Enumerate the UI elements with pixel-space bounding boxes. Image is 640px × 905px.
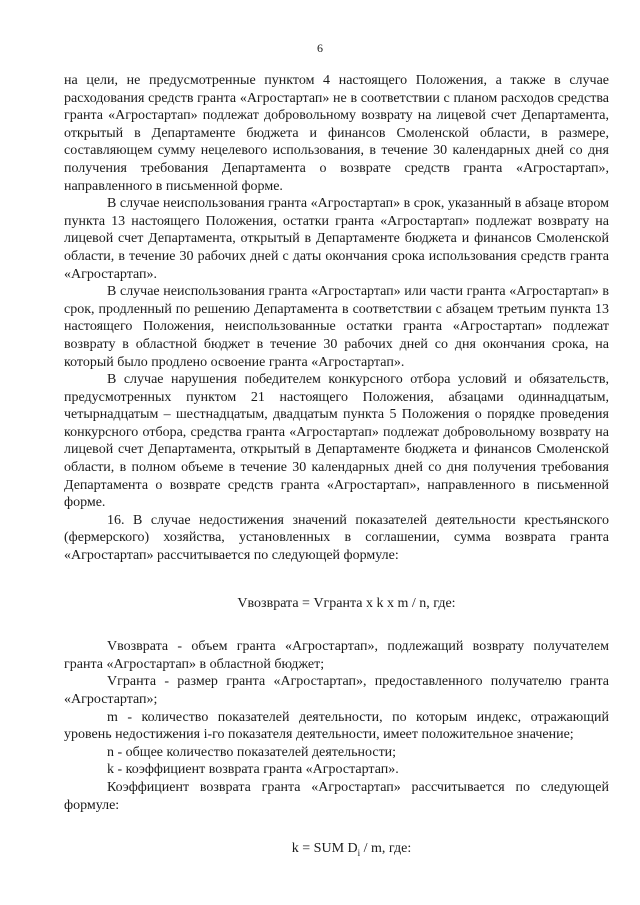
paragraph-unused-grant: В случае неиспользования гранта «Агростартап» в срок, указанный в абзаце втором пункта 13 настоящего Положения, остатки гранта «Агростартап» подлежат возврату на лицевой счет Департамента, открытый в Департаменте бюджета и финансов Смоленской области, в течение 30 рабочих дней с даты окончания срока использования средств гранта «Агростартап». <box>64 196 609 282</box>
formula-coefficient-lead: k = SUM D <box>291 841 358 857</box>
definition-n: n - общее количество показателей деятельности; <box>107 744 397 760</box>
formula-coefficient-subscript: i <box>357 847 361 858</box>
page-number: 6 <box>317 41 323 55</box>
paragraph-misuse-return: на цели, не предусмотренные пунктом 4 настоящего Положения, а также в случае расходования средств гранта «Агростартап» не в соответствии с планом расходов средства гранта «Агростартап» подлежат добровольному возврату на лицевой счет Департамента, открытый в Департаменте бюджета и финансов Смоленской области, в размере, составляющем сумму нецелевого использования, в течение 30 календарных дней со дня получения требования Департамента о возврате средств гранта «Агростартап», направленного в письменной форме. <box>64 73 609 194</box>
definition-v-grant: Vгранта - размер гранта «Агростартап», предоставленного получателю гранта «Агростартап»; <box>64 674 609 707</box>
paragraph-extended-term: В случае неиспользования гранта «Агростартап» или части гранта «Агростартап» в срок, продленный по решению Департамента в соответствии с абзацем третьим пункта 13 настоящего Положения, неиспользованные остатки гранта «Агростартап» подлежат возврату в областной бюджет в течение 30 рабочих дней со дня окончания срока, на который было продлено освоение гранта «Агростартап». <box>64 284 609 370</box>
formula-coefficient <box>64 840 609 862</box>
paragraph-16-intro: 16. В случае недостижения значений показателей деятельности крестьянского (фермерского) хозяйства, установленных в соглашении, сумма возврата гранта «Агростартап» рассчитывается по следующей формуле: <box>64 512 609 564</box>
paragraph-coefficient-intro: Коэффициент возврата гранта «Агростартап» рассчитывается по следующей формуле: <box>64 779 609 813</box>
formula-coefficient-tail: / m, где: <box>360 841 412 857</box>
formula-return-amount: Vвозврата = Vгранта x k x m / n, где: <box>237 595 456 611</box>
definition-k: k - коэффициент возврата гранта «Агростартап». <box>107 762 399 778</box>
document-body <box>64 72 609 863</box>
paragraph-violation: В случае нарушения победителем конкурсного отбора условий и обязательств, предусмотренных пунктом 21 настоящего Положения, абзацами одиннадцатым, четырнадцатым – шестнадцатым, двадцатым пункта 5 Положения о порядке проведения конкурсного отбора, средства гранта «Агростартап» подлежат добровольному возврату на лицевой счет Департамента, открытый в Департаменте бюджета и финансов Смоленской области, в полном объеме в течение 30 календарных дней со дня получения требования Департамента о возврате средств гранта «Агростартап», направленного в письменной форме. <box>64 372 609 511</box>
definition-v-return: Vвозврата - объем гранта «Агростартап», подлежащий возврату получателем гранта «Агростартап» в областной бюджет; <box>64 639 609 672</box>
definition-m: m - количество показателей деятельности, по которым индекс, отражающий уровень недостижения i-го показателя деятельности, имеет положительное значение; <box>64 709 609 743</box>
